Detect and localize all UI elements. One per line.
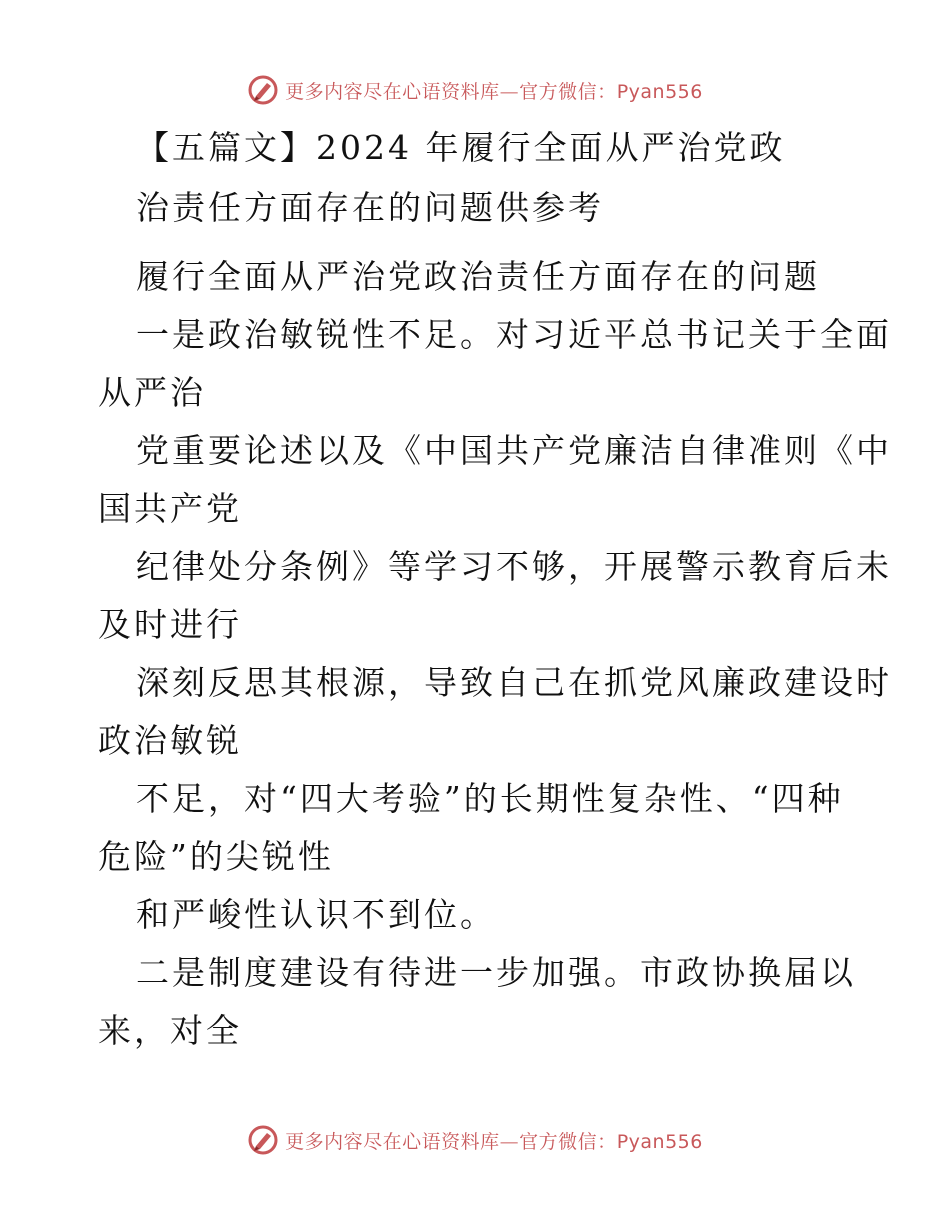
- footer-watermark-banner: [0, 1120, 950, 1160]
- banner-wechat-id: Pyan556: [616, 80, 703, 103]
- document-title-line-1: 【五篇文】2024 年履行全面从严治党政: [136, 128, 786, 167]
- header-watermark-banner: [0, 70, 950, 110]
- paragraph-line: 政治敏锐: [98, 721, 242, 760]
- pen-logo-icon: [247, 1124, 279, 1156]
- document-title-line-2: 治责任方面存在的问题供参考: [136, 188, 604, 227]
- banner-official-label: 官方微信：: [519, 80, 617, 103]
- paragraph-line: 一是政治敏锐性不足。对习近平总书记关于全面: [136, 315, 892, 354]
- banner-official-label: 官方微信：: [519, 1130, 617, 1153]
- pen-logo-icon: [247, 74, 279, 106]
- paragraph-line: 从严治: [98, 373, 206, 412]
- paragraph-line: 国共产党: [98, 489, 242, 528]
- paragraph-line: 及时进行: [98, 605, 242, 644]
- banner-brand-text: 更多内容尽在心语资料库: [285, 1130, 500, 1153]
- paragraph-line: 和严峻性认识不到位。: [136, 895, 496, 934]
- paragraph-line: 深刻反思其根源，导致自己在抓党风廉政建设时: [136, 663, 892, 702]
- paragraph-line: 履行全面从严治党政治责任方面存在的问题: [136, 257, 820, 296]
- paragraph-line: 来，对全: [98, 1011, 242, 1050]
- banner-separator: —: [499, 1130, 520, 1153]
- banner-brand-text: 更多内容尽在心语资料库: [285, 80, 500, 103]
- paragraph-line: 二是制度建设有待进一步加强。市政协换届以: [136, 953, 856, 992]
- paragraph-line: 党重要论述以及《中国共产党廉洁自律准则《中: [136, 431, 892, 470]
- banner-separator: —: [499, 80, 520, 103]
- paragraph-line: 危险”的尖锐性: [98, 837, 334, 876]
- document-body: [98, 123, 892, 1060]
- banner-wechat-id: Pyan556: [616, 1130, 703, 1153]
- paragraph-line: 不足，对“四大考验”的长期性复杂性、“四种: [136, 779, 844, 818]
- paragraph-line: 纪律处分条例》等学习不够，开展警示教育后未: [136, 547, 892, 586]
